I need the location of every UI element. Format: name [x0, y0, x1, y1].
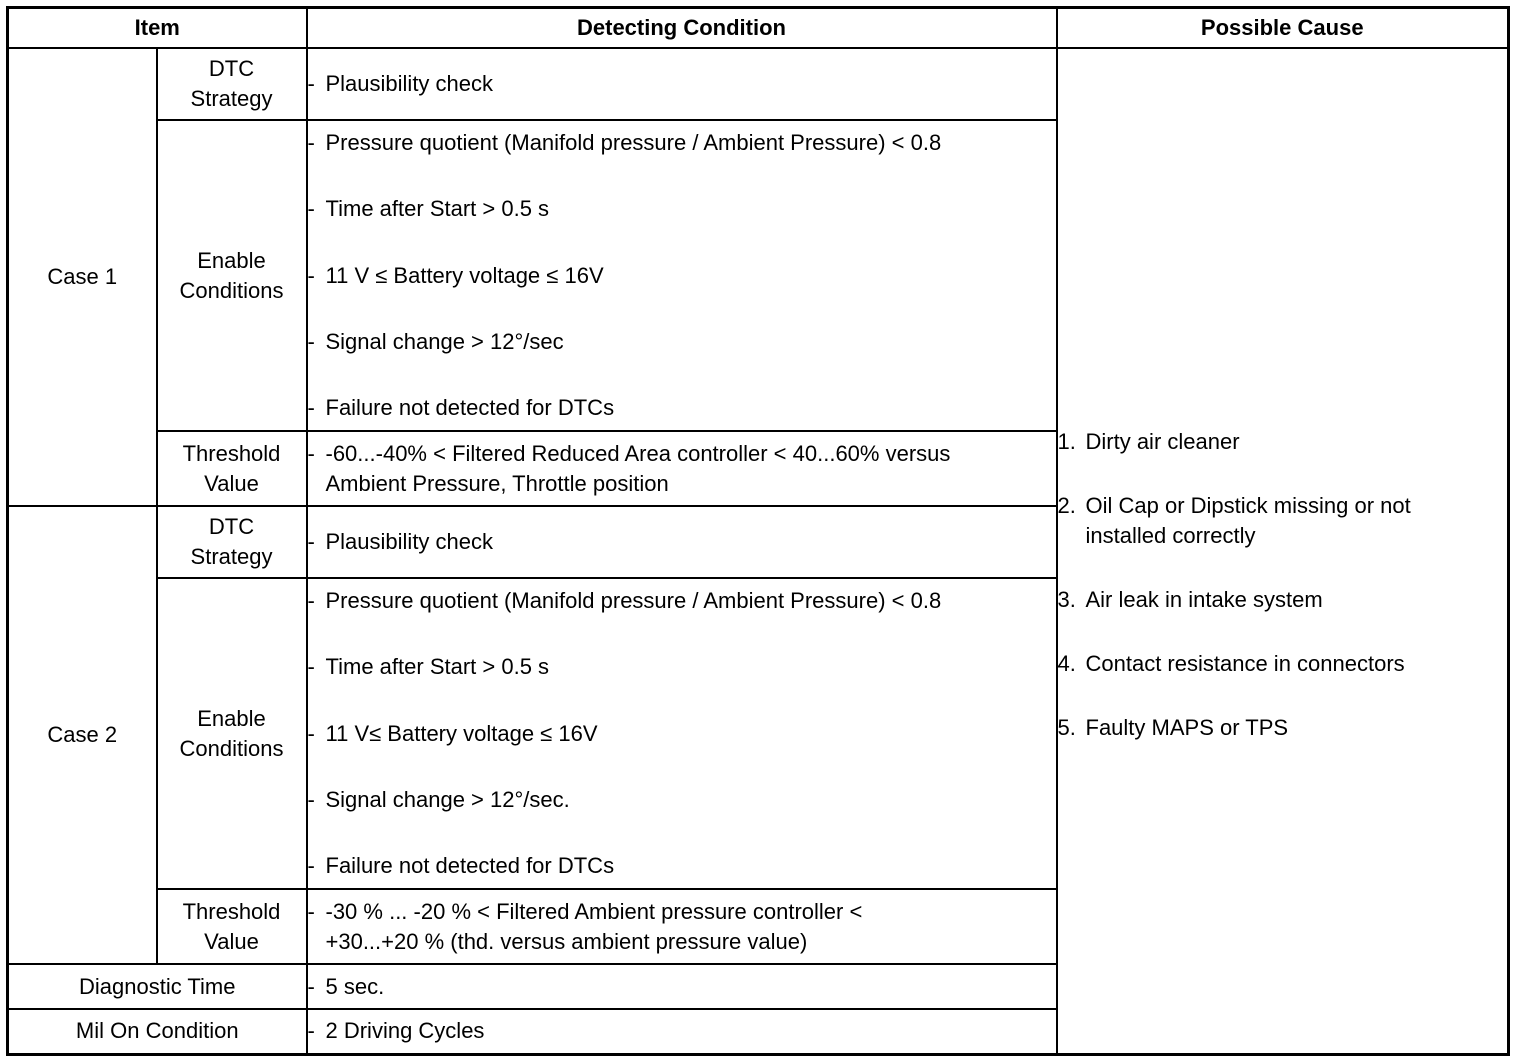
- condition-item: [308, 194, 1056, 224]
- label-line: Threshold: [182, 440, 281, 466]
- cause-item: [1058, 585, 1508, 615]
- case2-enable-conditions-values: [307, 578, 1057, 889]
- case1-threshold-label: [157, 431, 307, 506]
- cause-number: 1.: [1057, 428, 1076, 454]
- bullet-dash: -: [307, 898, 315, 924]
- condition-text: 2 Driving Cycles: [325, 1018, 485, 1044]
- cause-item: [1058, 649, 1508, 679]
- condition-item: [308, 327, 1056, 357]
- condition-text: [326, 439, 951, 499]
- case2-dtc-strategy-value: [307, 506, 1057, 578]
- case1-enable-conditions-values: [307, 120, 1057, 431]
- label-line: Enable: [197, 247, 266, 273]
- diagnostic-time-value: [307, 964, 1057, 1009]
- bullet-dash: -: [307, 440, 315, 466]
- label-line: Threshold: [182, 898, 281, 924]
- condition-text: Signal change > 12°/sec: [325, 328, 564, 354]
- possible-cause-list: [1058, 427, 1508, 743]
- condition-text: 11 V ≤ Battery voltage ≤ 16V: [325, 262, 604, 288]
- condition-text: Failure not detected for DTCs: [325, 853, 615, 879]
- condition-item: [308, 652, 1056, 682]
- condition-text: Time after Start > 0.5 s: [325, 196, 550, 222]
- label-line: Strategy: [190, 86, 273, 111]
- cause-text: [1086, 491, 1411, 551]
- bullet-dash: -: [307, 328, 315, 354]
- condition-text: Plausibility check: [325, 529, 494, 554]
- cause-text: [1086, 713, 1289, 743]
- case1-label: Case 1: [8, 48, 157, 506]
- threshold-line: -60...-40% < Filtered Reduced Area controller < 40...60% versus: [325, 440, 951, 466]
- condition-item: [308, 261, 1056, 291]
- condition-text: [326, 897, 863, 957]
- condition-text: Pressure quotient (Manifold pressure / Ambient Pressure) < 0.8: [325, 587, 942, 613]
- label-line: Conditions: [179, 277, 284, 303]
- bullet-dash: -: [307, 395, 315, 421]
- condition-text: Plausibility check: [325, 71, 494, 96]
- condition-text: 11 V≤ Battery voltage ≤ 16V: [325, 720, 598, 746]
- bullet-dash: -: [307, 71, 315, 96]
- condition-item: [308, 851, 1056, 881]
- bullet-dash: -: [307, 196, 315, 222]
- case2-threshold-label: [157, 889, 307, 964]
- cause-item: [1058, 491, 1508, 551]
- bullet-dash: -: [307, 853, 315, 879]
- cause-line: Dirty air cleaner: [1085, 428, 1240, 454]
- bullet-dash: -: [307, 262, 315, 288]
- cause-item: [1058, 427, 1508, 457]
- header-item: Item: [8, 8, 307, 49]
- diagnostic-time-label: Diagnostic Time: [8, 964, 307, 1009]
- header-detecting-condition: Detecting Condition: [307, 8, 1057, 49]
- condition-item: [308, 586, 1056, 616]
- cause-text: [1086, 649, 1405, 679]
- label-line: DTC: [208, 514, 255, 539]
- case1-dtc-row: [8, 48, 1509, 120]
- cause-line: Contact resistance in connectors: [1085, 650, 1405, 676]
- cause-number: 4.: [1057, 650, 1076, 676]
- condition-text: Signal change > 12°/sec.: [325, 786, 570, 812]
- cause-line: Faulty MAPS or TPS: [1085, 714, 1289, 740]
- condition-text: Failure not detected for DTCs: [325, 395, 615, 421]
- threshold-line: Ambient Pressure, Throttle position: [325, 470, 669, 496]
- label-line: Conditions: [179, 735, 284, 761]
- header-possible-cause: Possible Cause: [1057, 8, 1509, 49]
- case1-dtc-strategy-value: [307, 48, 1057, 120]
- mil-on-label: Mil On Condition: [8, 1009, 307, 1054]
- bullet-dash: -: [307, 720, 315, 746]
- cause-line: Air leak in intake system: [1085, 586, 1323, 612]
- bullet-dash: -: [307, 529, 315, 554]
- case1-enable-conditions-label: [157, 120, 307, 431]
- mil-on-value: [307, 1009, 1057, 1054]
- cause-number: 2.: [1057, 492, 1076, 518]
- condition-text: Pressure quotient (Manifold pressure / Ambient Pressure) < 0.8: [325, 129, 942, 155]
- cause-line: Oil Cap or Dipstick missing or not: [1085, 492, 1411, 518]
- cause-line: installed correctly: [1085, 522, 1256, 548]
- threshold-line: +30...+20 % (thd. versus ambient pressure value): [325, 928, 808, 954]
- cause-text: [1086, 585, 1323, 615]
- condition-text: 5 sec.: [325, 973, 385, 999]
- condition-item: [308, 393, 1056, 423]
- bullet-dash: -: [307, 973, 315, 999]
- case1-dtc-strategy-label: [157, 48, 307, 120]
- case2-enable-conditions-label: [157, 578, 307, 889]
- condition-item: [308, 785, 1056, 815]
- condition-item: [308, 719, 1056, 749]
- diagnostic-table: [6, 6, 1510, 1056]
- label-line: Enable: [197, 705, 266, 731]
- condition-text: Time after Start > 0.5 s: [325, 654, 550, 680]
- bullet-dash: -: [307, 654, 315, 680]
- bullet-dash: -: [307, 129, 315, 155]
- bullet-dash: -: [307, 786, 315, 812]
- case2-label: Case 2: [8, 506, 157, 964]
- cause-number: 5.: [1057, 714, 1076, 740]
- condition-item: [308, 128, 1056, 158]
- label-line: Value: [204, 928, 259, 954]
- cause-item: [1058, 713, 1508, 743]
- header-row: [8, 8, 1509, 49]
- bullet-dash: -: [307, 1018, 315, 1044]
- case2-threshold-value: [307, 889, 1057, 964]
- cause-number: 3.: [1057, 586, 1076, 612]
- case1-threshold-value: [307, 431, 1057, 506]
- label-line: Value: [204, 470, 259, 496]
- bullet-dash: -: [307, 587, 315, 613]
- label-line: DTC: [208, 56, 255, 81]
- label-line: Strategy: [190, 544, 273, 569]
- case2-dtc-strategy-label: [157, 506, 307, 578]
- possible-cause-cell: [1057, 48, 1509, 1054]
- cause-text: [1086, 427, 1240, 457]
- threshold-line: -30 % ... -20 % < Filtered Ambient pressure controller <: [325, 898, 863, 924]
